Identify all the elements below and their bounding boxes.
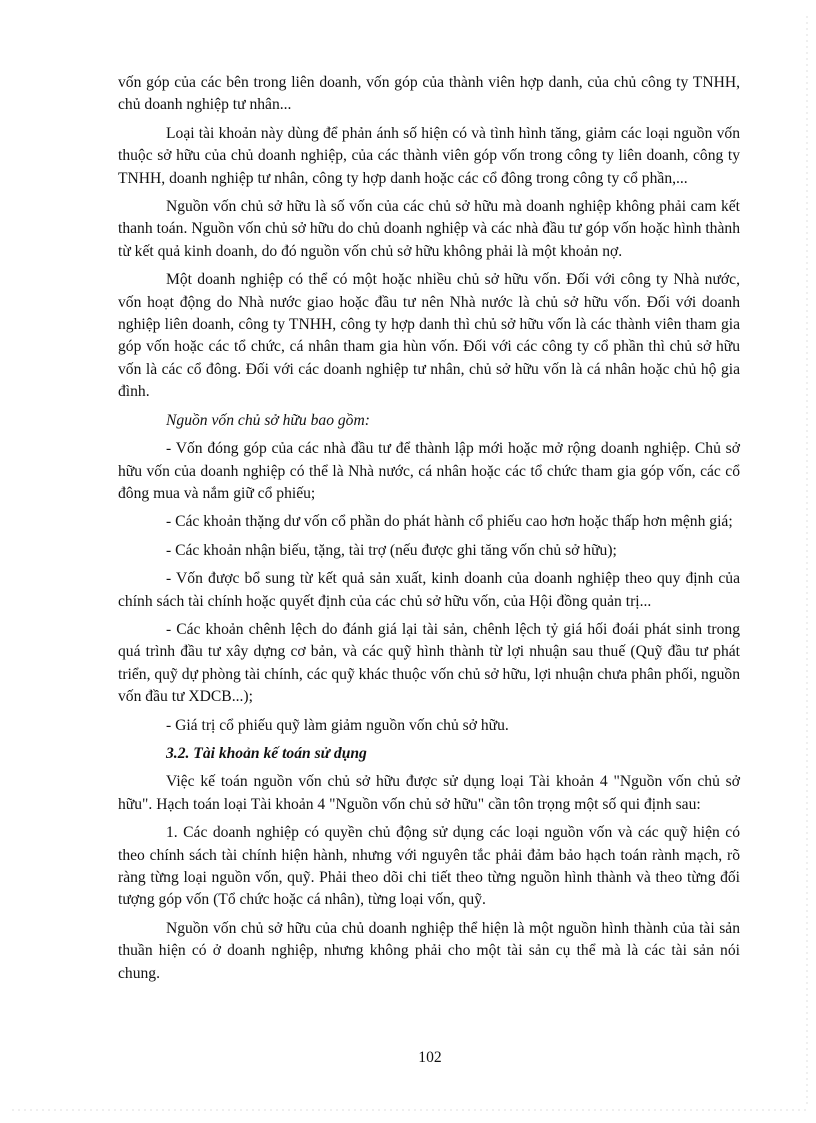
paragraph-continuation: vốn góp của các bên trong liên doanh, vốn góp của thành viên hợp danh, của chủ công ty TNHH, chủ doanh nghiệp tư nhân... (118, 74, 740, 114)
list-item: - Giá trị cổ phiếu quỹ làm giảm nguồn vốn chủ sở hữu. (166, 716, 509, 734)
page-border-bottom (10, 1109, 808, 1111)
list-intro: Nguồn vốn chủ sở hữu bao gồm: (166, 411, 370, 429)
body-text (118, 72, 740, 991)
paragraph: 1. Các doanh nghiệp có quyền chủ động sử dụng các loại nguồn vốn và các quỹ hiện có theo chính sách tài chính hiện hành, nhưng với nguyên tắc phải đảm bảo hạch toán rành mạch, rõ ràng từng loại nguồn vốn, quỹ. Phải theo dõi chi tiết theo từng nguồn hình thành và theo từng đối tượng góp vốn (Tổ chức hoặc cá nhân), từng loại vốn, quỹ. (118, 824, 740, 909)
paragraph: Việc kế toán nguồn vốn chủ sở hữu được sử dụng loại Tài khoản 4 "Nguồn vốn chủ sở hữu". Hạch toán loại Tài khoản 4 "Nguồn vốn chủ sở hữu" cần tôn trọng một số qui định sau: (118, 773, 740, 813)
list-item: - Vốn đóng góp của các nhà đầu tư để thành lập mới hoặc mở rộng doanh nghiệp. Chủ sở hữu vốn của doanh nghiệp có thể là Nhà nước, cá nhân hoặc các tổ chức tham gia góp vốn, các cổ đông mua và nắm giữ cổ phiếu; (118, 440, 740, 502)
list-item: - Các khoản thặng dư vốn cổ phần do phát hành cổ phiếu cao hơn hoặc thấp hơn mệnh giá; (166, 513, 733, 531)
list-item: - Các khoản nhận biếu, tặng, tài trợ (nếu được ghi tăng vốn chủ sở hữu); (166, 541, 617, 559)
paragraph: Loại tài khoản này dùng để phản ánh số hiện có và tình hình tăng, giảm các loại nguồn vốn thuộc sở hữu của chủ doanh nghiệp, của các thành viên góp vốn trong công ty liên doanh, công ty TNHH, doanh nghiệp tư nhân, công ty hợp danh hoặc các cổ đông trong công ty cổ phần,... (118, 124, 740, 187)
paragraph: Nguồn vốn chủ sở hữu của chủ doanh nghiệp thể hiện là một nguồn hình thành của tài sản thuần hiện có ở doanh nghiệp, nhưng không phải cho một tài sản cụ thể mà là các tài sản nói chung. (118, 919, 740, 982)
page-number: 102 (418, 1049, 442, 1066)
page-border-right (806, 14, 808, 1104)
paragraph: Nguồn vốn chủ sở hữu là số vốn của các chủ sở hữu mà doanh nghiệp không phải cam kết thanh toán. Nguồn vốn chủ sở hữu do chủ doanh nghiệp và các nhà đầu tư góp vốn hoặc hình thành từ kết quả kinh doanh, do đó nguồn vốn chủ sở hữu không phải là một khoản nợ. (118, 198, 740, 260)
list-item: - Vốn được bổ sung từ kết quả sản xuất, kinh doanh của doanh nghiệp theo quy định của chính sách tài chính hoặc quyết định của các chủ sở hữu vốn, của Hội đồng quản trị... (118, 570, 740, 610)
section-heading: 3.2. Tài khoản kế toán sử dụng (166, 744, 367, 762)
paragraph: Một doanh nghiệp có thể có một hoặc nhiều chủ sở hữu vốn. Đối với công ty Nhà nước, vốn hoạt động do Nhà nước giao hoặc đầu tư nên Nhà nước là chủ sở hữu vốn. Đối với doanh nghiệp liên doanh, công ty TNHH, công ty hợp danh thì chủ sở hữu vốn là các thành viên tham gia góp vốn hoặc các tổ chức, cá nhân tham gia hùn vốn. Đối với các công ty cổ phần thì chủ sở hữu vốn là các cổ đông. Đối với các doanh nghiệp tư nhân, chủ sở hữu vốn là cá nhân hoặc chủ hộ gia đình. (118, 271, 740, 401)
list-item: - Các khoản chênh lệch do đánh giá lại tài sản, chênh lệch tỷ giá hối đoái phát sinh trong quá trình đầu tư xây dựng cơ bản, và các quỹ hình thành từ lợi nhuận sau thuế (Quỹ đầu tư phát triển, quỹ dự phòng tài chính, các quỹ khác thuộc vốn chủ sở hữu, lợi nhuận chưa phân phối, nguồn vốn đầu tư XDCB...); (118, 620, 740, 706)
